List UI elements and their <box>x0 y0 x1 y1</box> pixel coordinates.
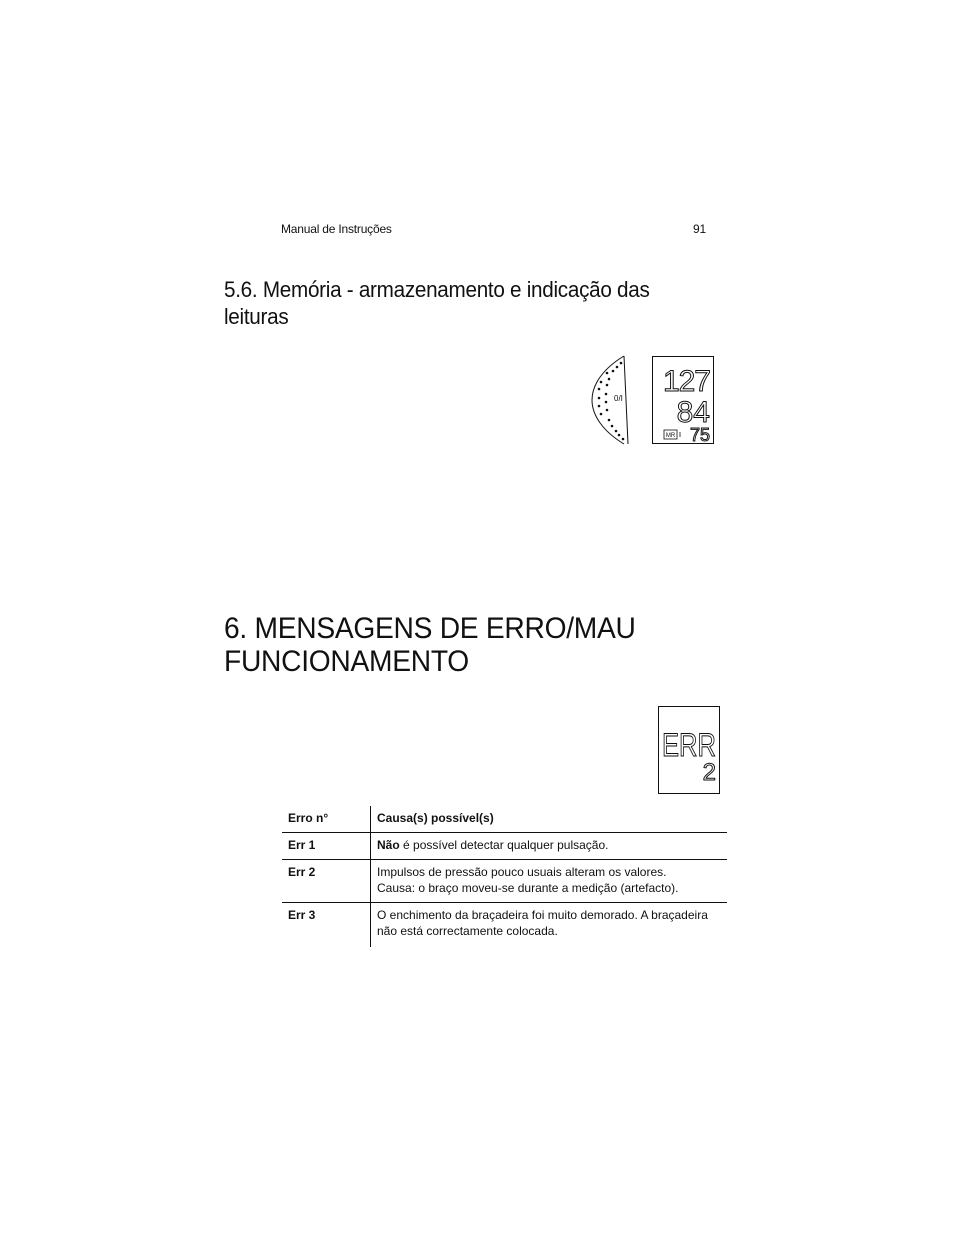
error-code-cell: Err 1 <box>282 833 371 860</box>
error-table <box>282 806 727 947</box>
diastolic-value: 84 <box>676 396 710 429</box>
table-header-row <box>282 806 727 833</box>
cause-text: O enchimento da braçadeira foi muito demorado. A braçadeira não está correctamente colocada. <box>377 908 708 938</box>
memory-indicator: MR <box>665 433 676 439</box>
cause-cell <box>371 903 728 948</box>
cause-text: Impulsos de pressão pouco usuais alteram os valores. <box>377 865 667 879</box>
table-row <box>282 833 727 860</box>
table-row <box>282 903 727 948</box>
table-row <box>282 860 727 903</box>
cause-text: é possível detectar qualquer pulsação. <box>399 838 609 852</box>
error-code: 2 <box>702 759 716 786</box>
pulse-value: 75 <box>689 425 710 444</box>
error-text: ERR <box>661 728 717 764</box>
systolic-value: 127 <box>662 365 710 398</box>
running-header <box>281 222 706 238</box>
memory-dial-illustration <box>590 354 632 446</box>
page-number: 91 <box>693 222 706 236</box>
column-header-causes: Causa(s) possível(s) <box>371 806 728 833</box>
error-code-cell: Err 3 <box>282 903 371 948</box>
dial-edge <box>624 356 628 444</box>
memory-lcd-display <box>652 356 714 444</box>
error-code-cell: Err 2 <box>282 860 371 903</box>
cause-bold: Não <box>377 838 400 852</box>
section-6-heading: 6. MENSAGENS DE ERRO/MAU FUNCIONAMENTO <box>224 612 636 678</box>
section-5-6-heading: 5.6. Memória - armazenamento e indicação das leituras <box>224 277 650 329</box>
manual-title: Manual de Instruções <box>281 222 392 236</box>
error-lcd-display <box>658 706 720 794</box>
cause-text-line-2: Causa: o braço moveu-se durante a medição (artefacto). <box>377 881 679 895</box>
cause-cell <box>371 833 728 860</box>
column-header-error-no: Erro n° <box>288 811 329 825</box>
cause-cell <box>371 860 728 903</box>
dial-label: 0/I <box>614 394 623 403</box>
